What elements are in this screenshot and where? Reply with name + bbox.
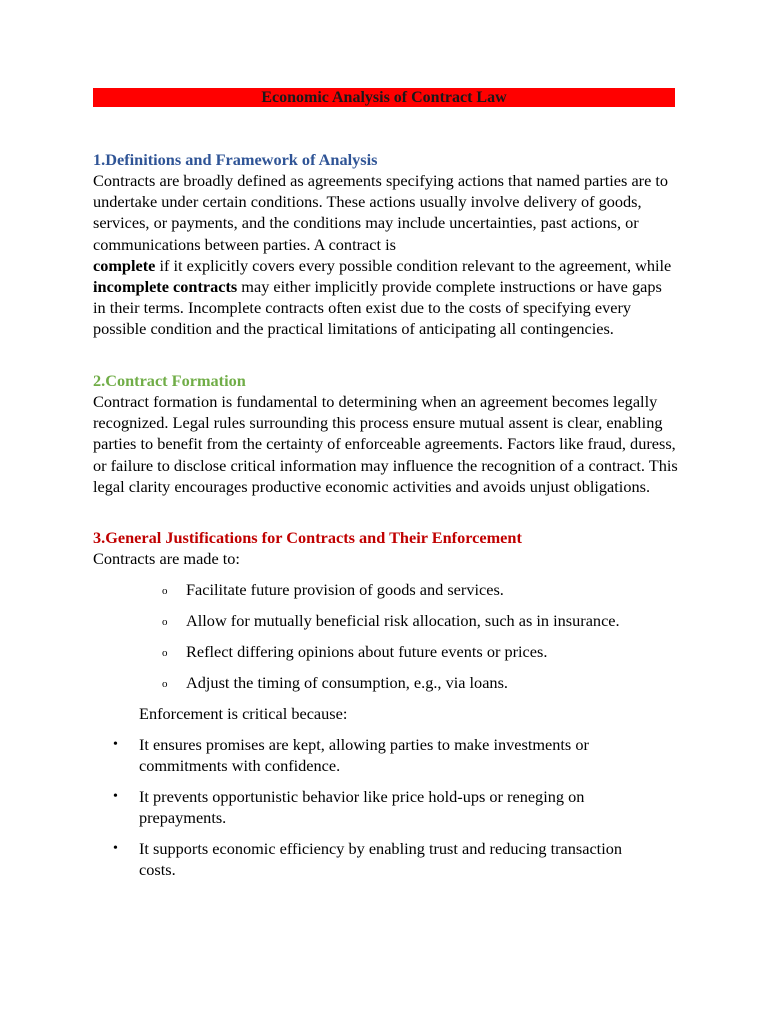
circle-marker-icon: o bbox=[162, 678, 168, 690]
bullet-dot-icon: • bbox=[113, 789, 118, 804]
section-3-intro: Contracts are made to: bbox=[93, 549, 240, 568]
section-1-paragraph bbox=[93, 170, 678, 340]
purpose-text: Adjust the timing of consumption, e.g., via loans. bbox=[186, 673, 508, 692]
term-incomplete-contracts: incomplete contracts bbox=[93, 277, 238, 297]
circle-marker-icon: o bbox=[162, 616, 168, 628]
section-2-heading: 2.Contract Formation bbox=[93, 371, 246, 390]
purpose-item bbox=[162, 610, 620, 633]
circle-marker-icon: o bbox=[162, 647, 168, 659]
purpose-text: Reflect differing opinions about future events or prices. bbox=[186, 642, 548, 661]
enforcement-intro: Enforcement is critical because: bbox=[139, 704, 348, 723]
section-1-text-c: may either implicitly provide complete instructions or have gaps in their terms. Incomplete contracts often exist due to the costs of specifying every possible condition and the practical limitations of anticipating all contingencies. bbox=[93, 277, 662, 339]
purpose-item bbox=[162, 579, 504, 602]
section-1-heading: 1.Definitions and Framework of Analysis bbox=[93, 150, 378, 169]
term-complete: complete bbox=[93, 255, 156, 275]
reason-text: It prevents opportunistic behavior like price hold-ups or reneging on prepayments. bbox=[139, 787, 585, 828]
bullet-dot-icon: • bbox=[113, 737, 118, 752]
section-1-text-a: Contracts are broadly defined as agreements specifying actions that named parties are to undertake under certain conditions. These actions usually involve delivery of goods, services, or payments, and the conditions may include uncertainties, past actions, or communications between parties. A contract is bbox=[93, 171, 669, 254]
document-title: Economic Analysis of Contract Law bbox=[93, 88, 675, 107]
purpose-item bbox=[162, 641, 547, 664]
section-2-paragraph: Contract formation is fundamental to determining when an agreement becomes legally recognized. Legal rules surrounding this process ensure mutual assent is clear, enabling parties to benefit from the certainty of enforceable agreements. Factors like fraud, duress, or failure to disclose critical information may influence the recognition of a contract. This legal clarity encourages productive economic activities and avoids unjust obligations. bbox=[93, 392, 678, 496]
reason-text: It ensures promises are kept, allowing parties to make investments or commitments with confidence. bbox=[139, 735, 589, 776]
purpose-text: Allow for mutually beneficial risk allocation, such as in insurance. bbox=[186, 611, 620, 630]
bullet-dot-icon: • bbox=[113, 841, 118, 856]
section-3-heading: 3.General Justifications for Contracts and Their Enforcement bbox=[93, 528, 522, 547]
purpose-item bbox=[162, 672, 508, 695]
section-1-text-b: if it explicitly covers every possible condition relevant to the agreement, while bbox=[155, 255, 672, 275]
reason-text: It supports economic efficiency by enabling trust and reducing transaction costs. bbox=[139, 839, 623, 880]
circle-marker-icon: o bbox=[162, 585, 168, 597]
purpose-text: Facilitate future provision of goods and services. bbox=[186, 580, 504, 599]
